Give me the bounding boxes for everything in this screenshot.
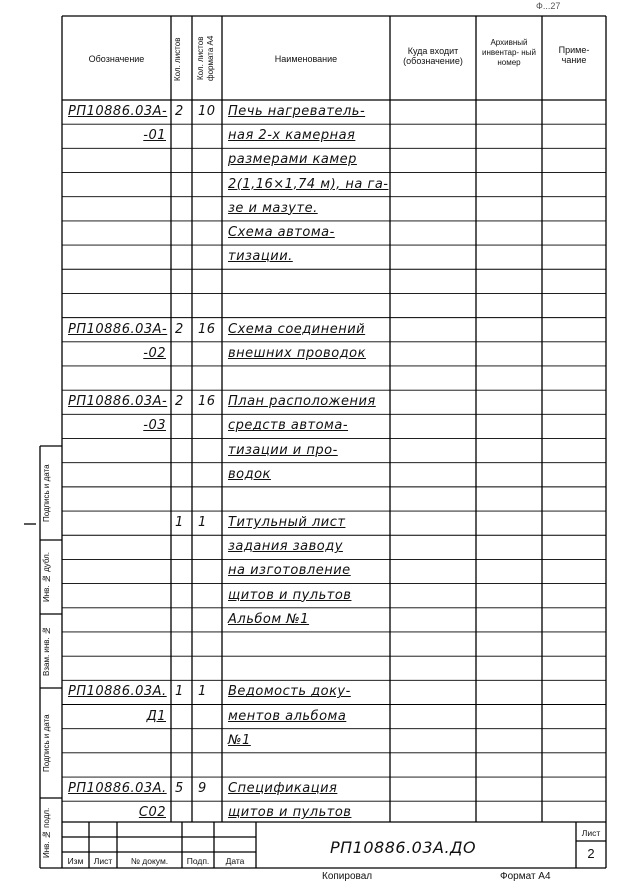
entry-name-line: Схема соединений (228, 321, 366, 337)
entry-name-line: Печь нагреватель- (228, 104, 366, 119)
entry-name-line: щитов и пультов (228, 587, 352, 603)
entry-sheets: 2 (175, 394, 184, 410)
document-code: РП10886.03А.ДО (330, 838, 477, 857)
entry-designation: РП10886.03А- (68, 321, 168, 337)
entry-name-line: №1 (228, 732, 251, 748)
entry-name-line: внешних проводок (228, 345, 366, 361)
entry-name-line: ментов альбома (228, 708, 347, 724)
corner-mark: Ф...27 (536, 1, 561, 11)
entry-sheets-a4: 16 (198, 394, 216, 410)
entry-name-line: щитов и пультов (228, 805, 352, 821)
col-sheets-header: Кол. листов (173, 37, 182, 81)
entry-sheets: 5 (175, 781, 184, 797)
entry-sheets-a4: 1 (198, 684, 207, 700)
entry-name-line: Схема автома- (228, 224, 335, 240)
entry-name-line: Альбом №1 (228, 611, 310, 627)
entry-designation-suffix: Д1 (146, 708, 166, 724)
col-sheets-a4-header: Кол. листов формата А4 (196, 35, 215, 81)
entry-name-line: зе и мазуте. (228, 200, 318, 216)
entry-name-line: на изготовление (228, 563, 351, 579)
entry-name-line: размерами камер (228, 152, 357, 168)
tb-date: Дата (225, 856, 245, 866)
tb-izm: Изм (67, 856, 84, 866)
entry-designation-suffix: -01 (143, 128, 166, 144)
entry-sheets-a4: 16 (198, 321, 216, 337)
entry-designation: РП10886.03А- (68, 394, 168, 410)
tb-sign: Подп. (186, 856, 210, 866)
entry-name-line: задания заводу (228, 539, 343, 555)
entry-name-line: Титульный лист (228, 515, 346, 531)
entry-sheets: 1 (175, 684, 184, 700)
tb-doc-no: № докум. (130, 856, 169, 866)
entry-name-line: Ведомость доку- (228, 684, 351, 700)
entry-designation-suffix: С02 (138, 805, 166, 821)
entry-name-line: тизации и про- (228, 442, 338, 458)
entry-designation: РП10886.03А. (68, 781, 167, 797)
entry-designation: РП10886.03А- (68, 104, 168, 119)
tb-sheet-number: 2 (587, 846, 595, 861)
entry-designation-suffix: -02 (143, 345, 166, 361)
entry-name-line: ная 2-х камерная (228, 128, 356, 144)
entry-designation: РП10886.03А. (68, 684, 167, 700)
col-where-header: Куда входит (обозначение) (403, 46, 463, 66)
side-sign-date-2: Подпись и дата (42, 464, 51, 522)
entry-name-line: водок (228, 466, 271, 482)
col-note-header: Приме- чание (558, 45, 590, 65)
entry-name-line: тизации. (228, 249, 293, 265)
entry-name-line: План расположения (228, 394, 376, 410)
entry-sheets: 2 (175, 321, 184, 337)
entry-sheets: 1 (175, 515, 184, 531)
entry-sheets-a4: 10 (198, 104, 216, 119)
col-name-header: Наименование (274, 54, 338, 64)
entry-designation-suffix: -03 (143, 418, 166, 434)
entry-name-line: средств автома- (228, 418, 349, 434)
entry-name-line: 2(1,16×1,74 м), на га- (228, 176, 389, 192)
entry-name-line: Спецификация (228, 781, 338, 797)
tb-list: Лист (93, 856, 113, 866)
side-inv-podl: Инв. № подл. (42, 807, 51, 859)
entry-sheets-a4: 9 (198, 781, 207, 797)
col-designation-header: Обозначение (88, 54, 145, 64)
side-inv-dubl: Инв. № дубл. (42, 552, 51, 602)
tb-sheet-label: Лист (581, 828, 601, 838)
side-sign-date-1: Подпись и дата (42, 714, 51, 772)
footer-copied: Копировал (322, 871, 373, 882)
footer-format: Формат А4 (500, 871, 551, 882)
side-vzam-inv: Взам. инв. № (42, 626, 51, 676)
col-archive-header: Архивный инвентар- ный номер (482, 38, 536, 67)
entry-sheets-a4: 1 (198, 515, 207, 531)
entry-sheets: 2 (175, 104, 184, 119)
